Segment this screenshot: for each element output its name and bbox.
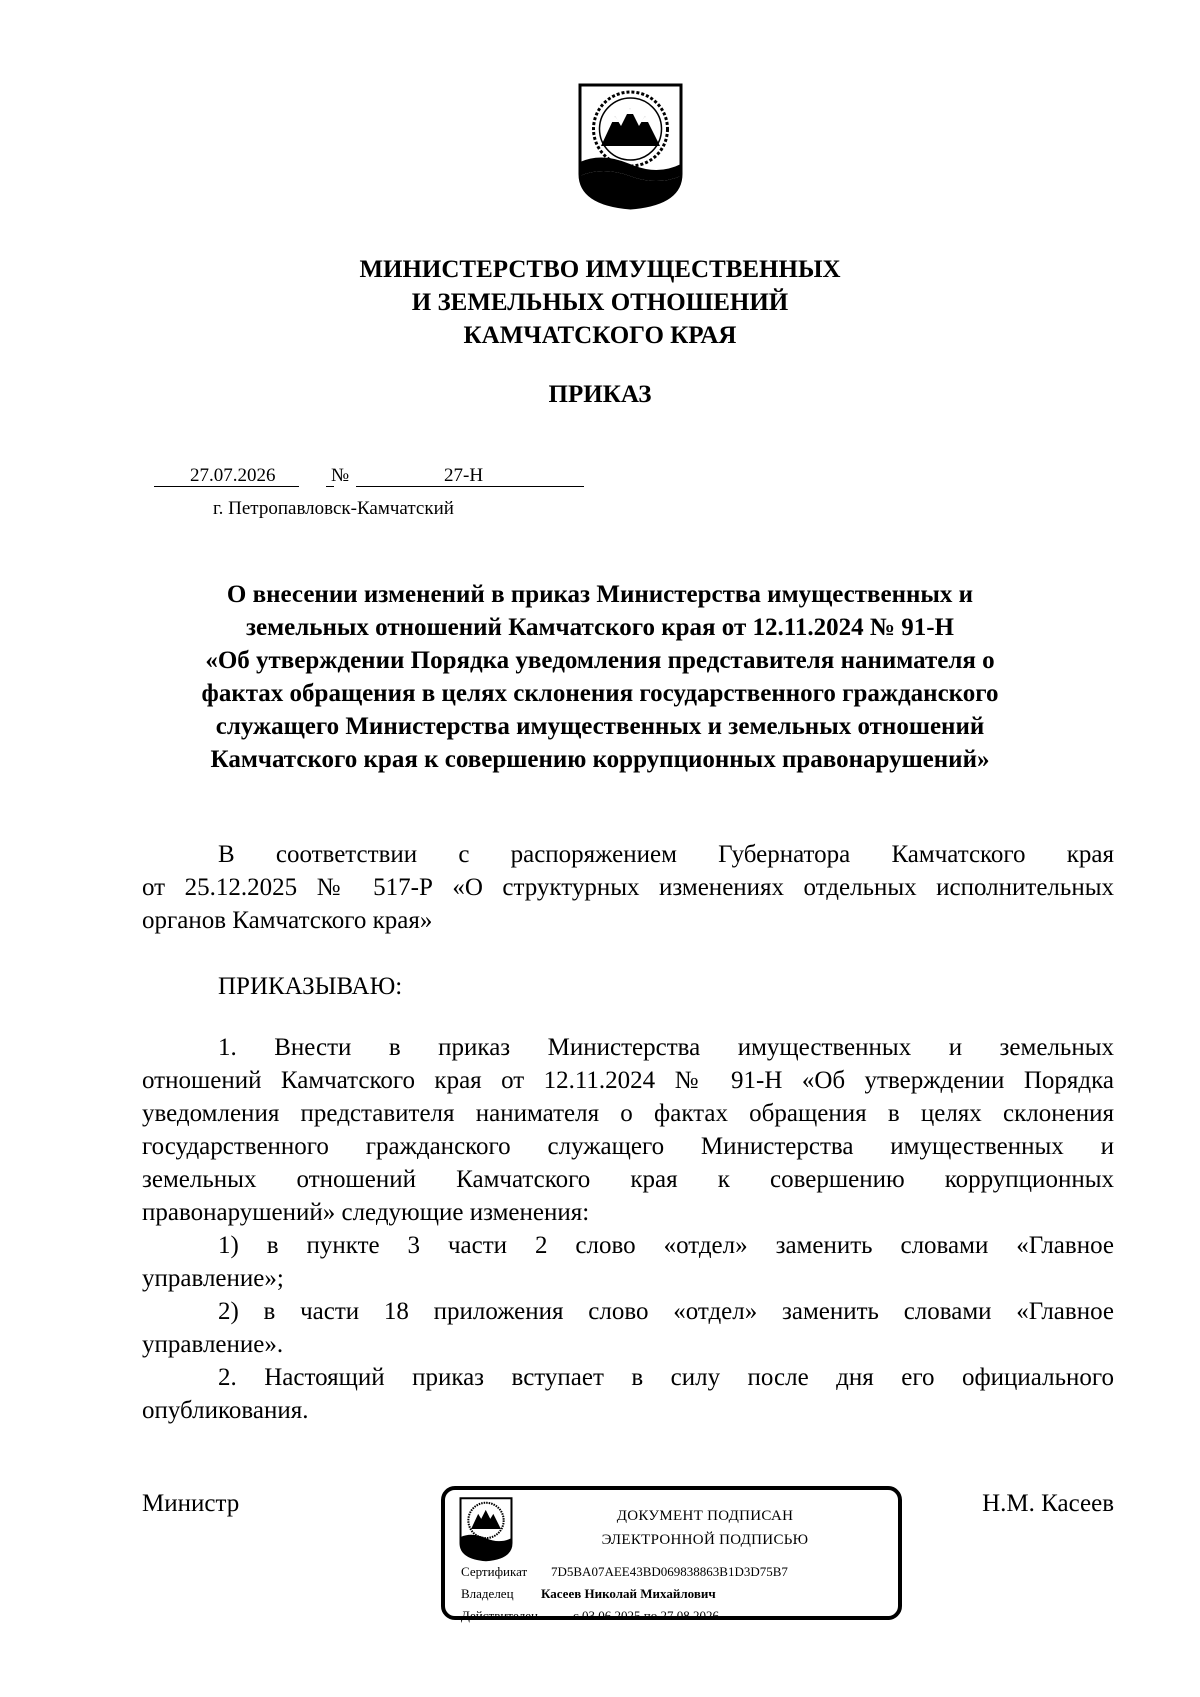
item-1-2 bbox=[142, 1295, 1114, 1361]
body-line: 2. Настоящий приказ вступает в силу после дня его официального bbox=[218, 1364, 1114, 1391]
ministry-line: И ЗЕМЕЛЬНЫХ ОТНОШЕНИЙ bbox=[411, 289, 789, 316]
owner-label: Владелец bbox=[461, 1586, 514, 1601]
title-line: земельных отношений Камчатского края от 12.11.2024 № 91-Н bbox=[245, 614, 955, 641]
title-line: фактах обращения в целях склонения государственного гражданского bbox=[201, 680, 999, 707]
order-number: 27-Н bbox=[444, 465, 484, 486]
registration-line bbox=[154, 465, 584, 489]
document-title bbox=[130, 578, 1070, 776]
title-line: О внесении изменений в приказ Министерства имущественных и bbox=[226, 581, 974, 608]
body-line: уведомления представителя нанимателя о фактах обращения в целях склонения bbox=[142, 1100, 1114, 1127]
ministry-line: КАМЧАТСКОГО КРАЯ bbox=[463, 322, 737, 349]
coat-of-arms-icon bbox=[577, 82, 684, 210]
body-line: государственного гражданского служащего Министерства имущественных и bbox=[142, 1133, 1114, 1160]
ministry-line: МИНИСТЕРСТВО ИМУЩЕСТВЕННЫХ bbox=[359, 256, 841, 283]
preamble bbox=[142, 838, 1114, 937]
stamp-heading bbox=[525, 1504, 885, 1552]
signer-name: Н.М. Касеев bbox=[982, 1490, 1114, 1517]
item-1-1 bbox=[142, 1229, 1114, 1295]
stamp-owner-row bbox=[461, 1586, 716, 1602]
body-line: управление»; bbox=[142, 1265, 284, 1292]
cert-label: Сертификат bbox=[461, 1564, 528, 1579]
stamp-valid-row bbox=[461, 1608, 719, 1624]
valid-value: с 03.06.2025 по 27.08.2026 bbox=[573, 1608, 719, 1623]
title-line: Камчатского края к совершению коррупционных правонарушений» bbox=[210, 746, 990, 773]
order-directive bbox=[142, 970, 1114, 1003]
body-line: опубликования. bbox=[142, 1397, 309, 1424]
order-date: 27.07.2026 bbox=[190, 465, 276, 486]
ministry-heading bbox=[0, 253, 1200, 352]
electronic-signature-stamp bbox=[441, 1486, 902, 1623]
body-line: земельных отношений Камчатского края к совершению коррупционных bbox=[142, 1166, 1114, 1193]
body-line: от 25.12.2025 № 517-Р «О структурных изменениях отдельных исполнительных bbox=[142, 874, 1114, 901]
city: г. Петропавловск-Камчатский bbox=[213, 498, 454, 519]
owner-value: Касеев Николай Михайлович bbox=[541, 1586, 716, 1601]
body-line: 2) в части 18 приложения слово «отдел» заменить словами «Главное bbox=[218, 1298, 1114, 1325]
body-line: 1) в пункте 3 части 2 слово «отдел» заменить словами «Главное bbox=[218, 1232, 1114, 1259]
body-line: отношений Камчатского края от 12.11.2024 № 91-Н «Об утверждении Порядка bbox=[142, 1067, 1114, 1094]
item-2 bbox=[142, 1361, 1114, 1427]
body-line: 1. Внести в приказ Министерства имущественных и земельных bbox=[218, 1034, 1114, 1061]
body-line: органов Камчатского края» bbox=[142, 907, 433, 934]
stamp-heading-line: ЭЛЕКТРОННОЙ ПОДПИСЬЮ bbox=[601, 1532, 809, 1548]
body-line: правонарушений» следующие изменения: bbox=[142, 1199, 590, 1226]
coat-of-arms-icon bbox=[459, 1496, 513, 1562]
directive-word: ПРИКАЗЫВАЮ: bbox=[218, 973, 403, 1000]
number-sign: № bbox=[331, 465, 350, 486]
body-line: В соответствии с распоряжением Губернатора Камчатского края bbox=[218, 841, 1114, 868]
stamp-cert-row bbox=[461, 1564, 788, 1580]
item-1 bbox=[142, 1031, 1114, 1229]
stamp-heading-line: ДОКУМЕНТ ПОДПИСАН bbox=[616, 1508, 794, 1524]
valid-label: Действителен bbox=[461, 1608, 538, 1623]
cert-value: 7D5BA07AEE43BD069838863B1D3D75B7 bbox=[551, 1564, 788, 1579]
title-line: «Об утверждении Порядка уведомления представителя нанимателя о bbox=[205, 647, 995, 674]
title-line: служащего Министерства имущественных и земельных отношений bbox=[215, 713, 985, 740]
document-type: ПРИКАЗ bbox=[548, 381, 652, 408]
body-line: управление». bbox=[142, 1331, 284, 1358]
signer-position: Министр bbox=[142, 1490, 240, 1517]
